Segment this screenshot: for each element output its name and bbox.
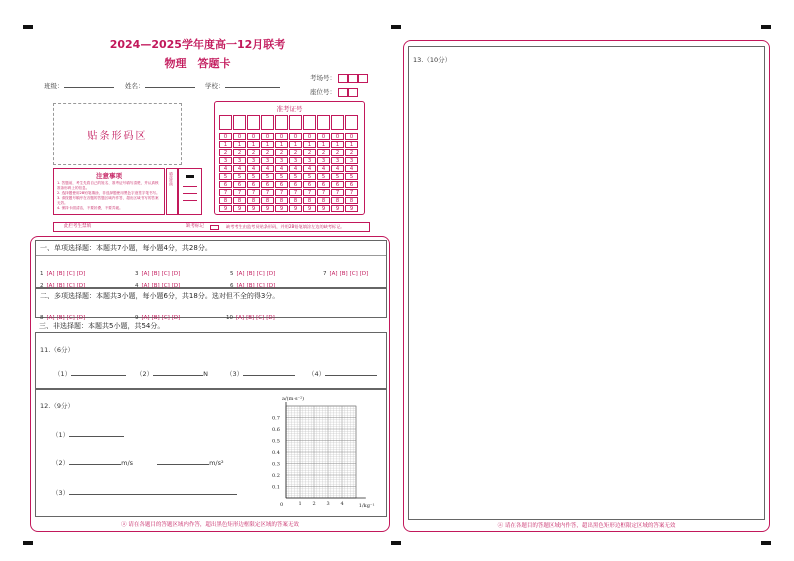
digit-bubble[interactable]: 4 — [275, 165, 288, 172]
q12-part1[interactable]: （1） — [52, 430, 124, 439]
digit-bubble[interactable]: 1 — [317, 141, 330, 148]
choice-bubble-d[interactable]: [D] — [171, 271, 181, 277]
name-field[interactable] — [125, 81, 195, 90]
choice-bubble-c[interactable]: [C] — [161, 283, 170, 289]
question-number: 7 — [323, 271, 327, 277]
choice-bubble-c[interactable]: [C] — [161, 315, 170, 321]
digit-bubble[interactable]: 7 — [261, 189, 274, 196]
digit-bubble[interactable]: 4 — [317, 165, 330, 172]
choice-bubble-d[interactable]: [D] — [266, 315, 275, 321]
digit-bubble[interactable]: 6 — [219, 181, 232, 188]
q11-part1[interactable]: （1） — [54, 369, 126, 378]
y-tick-label: 0.7 — [272, 415, 280, 422]
q11-part3[interactable]: （3） — [226, 369, 295, 378]
digit-bubble[interactable]: 3 — [303, 157, 316, 164]
digit-bubble[interactable]: 2 — [345, 149, 358, 156]
question-number: 3 — [135, 271, 139, 277]
digit-bubble[interactable]: 9 — [303, 205, 316, 212]
seat-label: 座位号： — [310, 88, 336, 96]
x-axis-label: 1/kg⁻¹ — [358, 503, 375, 509]
absent-mark-label: 缺考标记 — [186, 224, 204, 229]
choice-bubble-d[interactable]: [D] — [76, 315, 86, 321]
notice-box — [53, 168, 165, 215]
notice-line: 2. 选择题使用2B铅笔填涂，非选择题使用黑色字迹签字笔书写。 — [57, 191, 160, 195]
digit-bubble[interactable]: 6 — [247, 181, 260, 188]
digit-bubble[interactable]: 2 — [303, 149, 316, 156]
y-axis-label: a/(m·s⁻²) — [282, 396, 305, 402]
digit-bubble[interactable]: 9 — [275, 205, 288, 212]
digit-bubble[interactable]: 1 — [345, 141, 358, 148]
notice-line: 1. 答题前，考生先将自己的姓名、准考证号填写清楚，并认真核准条形码上的信息。 — [57, 181, 159, 190]
footer-note-left: ⓐ 请在各题目的答题区域内作答，超出黑色矩形边框限定区域的答案无效 — [121, 522, 299, 528]
school-field[interactable] — [205, 81, 280, 90]
alignment-mark — [391, 25, 401, 29]
digit-bubble[interactable]: 5 — [317, 173, 330, 180]
digit-bubble[interactable]: 6 — [233, 181, 246, 188]
question-number: 10 — [226, 315, 233, 321]
digit-bubble[interactable]: 4 — [233, 165, 246, 172]
choice-bubble-b[interactable]: [B] — [56, 283, 65, 289]
digit-bubble[interactable]: 0 — [219, 133, 232, 140]
answer-frame-right — [403, 40, 770, 532]
digit-bubble[interactable]: 9 — [331, 205, 344, 212]
choice-bubble-c[interactable]: [C] — [256, 271, 265, 277]
digit-bubble[interactable]: 0 — [317, 133, 330, 140]
q11-part2[interactable]: （2） N — [136, 370, 209, 378]
digit-bubble[interactable]: 1 — [261, 141, 274, 148]
digit-bubble[interactable]: 0 — [247, 133, 260, 140]
fill-example-label: 填涂样例 — [169, 172, 174, 186]
digit-bubble[interactable]: 3 — [261, 157, 274, 164]
absent-label: 此栏考生禁填 — [64, 224, 91, 229]
digit-bubble[interactable]: 8 — [233, 197, 246, 204]
y-tick-label: 0.4 — [272, 450, 280, 456]
q12-graph-paper[interactable] — [264, 394, 382, 514]
digit-bubble[interactable]: 8 — [331, 197, 344, 204]
q12-part3[interactable]: （3） — [52, 488, 237, 497]
digit-bubble[interactable]: 5 — [247, 173, 260, 180]
y-tick-label: 0.3 — [272, 461, 280, 468]
notice-line: 3. 请按题号顺序在各题的答题区域内作答，超出区域书写的答案无效。 — [57, 196, 159, 205]
choice-bubble-c[interactable]: [C] — [66, 315, 75, 321]
digit-bubble[interactable]: 9 — [345, 205, 358, 212]
choice-bubble-c[interactable]: [C] — [66, 271, 75, 277]
digit-bubble[interactable]: 8 — [275, 197, 288, 204]
question-number: 2 — [40, 283, 44, 289]
digit-bubble[interactable]: 2 — [261, 149, 274, 156]
class-label: 班级： — [44, 82, 64, 90]
section2-box — [35, 288, 387, 321]
y-tick-label: 0.2 — [272, 473, 280, 479]
digit-bubble[interactable]: 7 — [247, 189, 260, 196]
q12-box — [35, 389, 387, 517]
digit-bubble[interactable]: 0 — [303, 133, 316, 140]
digit-bubble[interactable]: 9 — [247, 205, 260, 212]
digit-bubble[interactable]: 2 — [219, 149, 232, 156]
y-tick-label: 0.5 — [272, 438, 280, 445]
digit-bubble[interactable]: 4 — [345, 165, 358, 172]
digit-bubble[interactable]: 4 — [261, 165, 274, 172]
q13-label: 13.（10分） — [413, 56, 452, 64]
digit-bubble[interactable]: 5 — [233, 173, 246, 180]
class-field[interactable] — [44, 81, 114, 90]
admission-label: 准考证号 — [276, 105, 303, 113]
digit-bubble[interactable]: 4 — [303, 165, 316, 172]
digit-bubble[interactable]: 1 — [233, 141, 246, 148]
digit-bubble[interactable]: 3 — [345, 157, 358, 164]
digit-bubble[interactable]: 4 — [289, 165, 302, 172]
choice-bubble-b[interactable]: [B] — [56, 315, 65, 321]
digit-bubble[interactable]: 8 — [289, 197, 302, 204]
digit-bubble[interactable]: 6 — [317, 181, 330, 188]
digit-bubble[interactable]: 3 — [331, 157, 344, 164]
digit-bubble[interactable]: 4 — [219, 165, 232, 172]
digit-bubble[interactable]: 3 — [219, 157, 232, 164]
admission-number-box — [214, 101, 365, 215]
q13-box[interactable] — [408, 46, 765, 520]
q11-box — [35, 332, 387, 389]
digit-bubble[interactable]: 4 — [247, 165, 260, 172]
choice-bubble-a[interactable]: [A] — [46, 315, 55, 321]
question-number: 1 — [40, 271, 44, 277]
question-number: 5 — [230, 271, 234, 277]
choice-bubble-a[interactable]: [A] — [236, 315, 245, 321]
x-tick-label: 1 — [298, 501, 302, 507]
absent-note: 缺考考生由监考员贴条形码，并用2B铅笔填涂左边的缺考标记。 — [226, 224, 345, 229]
fill-example-box — [178, 168, 202, 215]
digit-bubble[interactable]: 5 — [331, 173, 344, 180]
question-choice-row — [226, 304, 277, 323]
choice-bubble-c[interactable]: [C] — [161, 271, 170, 277]
origin-label: 0 — [280, 502, 284, 508]
digit-bubble[interactable]: 5 — [275, 173, 288, 180]
choice-bubble-d[interactable]: [D] — [171, 315, 181, 321]
digit-bubble[interactable]: 7 — [331, 189, 344, 196]
digit-bubble[interactable]: 2 — [247, 149, 260, 156]
notice-line: 4. 保持卡面清洁，不要折叠，不要弄破。 — [57, 206, 123, 210]
school-label: 学校： — [205, 82, 225, 90]
absent-mark-box[interactable] — [210, 225, 219, 230]
digit-bubble[interactable]: 1 — [289, 141, 302, 148]
question-choice-row — [323, 260, 370, 279]
choice-bubble-b[interactable]: [B] — [339, 271, 348, 277]
digit-bubble[interactable]: 0 — [233, 133, 246, 140]
digit-bubble[interactable]: 7 — [345, 189, 358, 196]
x-tick-label: 3 — [326, 501, 330, 507]
alignment-mark — [761, 25, 771, 29]
digit-bubble[interactable]: 3 — [317, 157, 330, 164]
digit-bubble[interactable]: 4 — [331, 165, 344, 172]
digit-bubble[interactable]: 2 — [289, 149, 302, 156]
choice-bubble-b[interactable]: [B] — [151, 271, 160, 277]
digit-bubble[interactable]: 5 — [289, 173, 302, 180]
section2-heading: 二、多项选择题：本题共3小题，每小题6分，共18分。选对但不全的得3分。 — [40, 292, 280, 300]
digit-bubble[interactable]: 3 — [289, 157, 302, 164]
choice-bubble-c[interactable]: [C] — [349, 271, 358, 277]
digit-bubble[interactable]: 2 — [233, 149, 246, 156]
digit-bubble[interactable]: 9 — [219, 205, 232, 212]
q11-label: 11.（6分） — [40, 346, 74, 354]
digit-bubble[interactable]: 0 — [345, 133, 358, 140]
name-label: 姓名： — [125, 82, 145, 90]
choice-bubble-a[interactable]: [A] — [46, 271, 55, 277]
choice-bubble-b[interactable]: [B] — [151, 315, 160, 321]
digit-bubble[interactable]: 2 — [275, 149, 288, 156]
choice-bubble-b[interactable]: [B] — [151, 283, 160, 289]
seat-field[interactable] — [310, 87, 358, 97]
q12-part2[interactable]: （2） m/s m/s² — [52, 459, 224, 467]
digit-bubble[interactable]: 5 — [261, 173, 274, 180]
choice-bubble-b[interactable]: [B] — [246, 315, 255, 321]
alignment-mark — [23, 541, 33, 545]
digit-bubble[interactable]: 6 — [303, 181, 316, 188]
digit-bubble[interactable]: 2 — [317, 149, 330, 156]
choice-bubble-b[interactable]: [B] — [246, 283, 255, 289]
digit-bubble[interactable]: 7 — [219, 189, 232, 196]
digit-bubble[interactable]: 6 — [331, 181, 344, 188]
digit-bubble[interactable]: 9 — [233, 205, 246, 212]
x-tick-label: 4 — [340, 501, 344, 507]
digit-bubble[interactable]: 7 — [233, 189, 246, 196]
digit-bubble[interactable]: 6 — [345, 181, 358, 188]
admission-write-boxes[interactable] — [219, 115, 360, 130]
digit-bubble[interactable]: 5 — [219, 173, 232, 180]
question-number: 4 — [135, 283, 139, 289]
digit-bubble[interactable]: 8 — [219, 197, 232, 204]
exam-room-field[interactable] — [310, 73, 368, 83]
digit-bubble[interactable]: 7 — [303, 189, 316, 196]
choice-bubble-b[interactable]: [B] — [246, 271, 255, 277]
absent-row — [53, 222, 370, 232]
choice-bubble-a[interactable]: [A] — [46, 283, 55, 289]
choice-bubble-a[interactable]: [A] — [236, 271, 245, 277]
choice-bubble-d[interactable]: [D] — [76, 283, 86, 289]
section1-heading: 一、单项选择题：本题共7小题，每小题4分，共28分。 — [40, 244, 212, 252]
choice-bubble-d[interactable]: [D] — [171, 283, 181, 289]
digit-bubble[interactable]: 3 — [247, 157, 260, 164]
digit-bubble[interactable]: 0 — [261, 133, 274, 140]
question-number: 8 — [40, 315, 44, 321]
digit-bubble[interactable]: 3 — [275, 157, 288, 164]
digit-bubble[interactable]: 3 — [233, 157, 246, 164]
exam-room-label: 考场号： — [310, 74, 336, 82]
digit-bubble[interactable]: 8 — [261, 197, 274, 204]
fill-example-column — [166, 168, 178, 215]
section1-box — [35, 240, 387, 288]
exam-title: 2024—2025学年度高一12月联考 — [109, 38, 286, 51]
alignment-mark — [761, 541, 771, 545]
y-tick-label: 0.1 — [272, 484, 280, 491]
digit-bubble[interactable]: 0 — [331, 133, 344, 140]
digit-bubble[interactable]: 7 — [317, 189, 330, 196]
footer-note-right: ⓐ 请在各题目的答题区域内作答，超出黑色矩形边框限定区域的答案无效 — [497, 523, 676, 529]
choice-bubble-a[interactable]: [A] — [141, 283, 150, 289]
barcode-label: 贴条形码区 — [87, 130, 148, 142]
filled-mark-example — [186, 175, 194, 178]
digit-bubble[interactable]: 9 — [261, 205, 274, 212]
choice-bubble-d[interactable]: [D] — [266, 271, 276, 277]
notice-title: 注意事项 — [96, 172, 122, 180]
section3-heading: 三、非选择题：本题共5小题，共54分。 — [39, 322, 165, 330]
choice-bubble-c[interactable]: [C] — [66, 283, 75, 289]
question-number: 6 — [230, 283, 234, 289]
digit-bubble[interactable]: 6 — [261, 181, 274, 188]
choice-bubble-a[interactable]: [A] — [236, 283, 245, 289]
digit-bubble[interactable]: 1 — [303, 141, 316, 148]
answer-frame-left — [30, 236, 390, 532]
alignment-mark — [391, 541, 401, 545]
digit-bubble[interactable]: 5 — [345, 173, 358, 180]
digit-bubble[interactable]: 6 — [289, 181, 302, 188]
choice-bubble-a[interactable]: [A] — [329, 271, 338, 277]
digit-bubble[interactable]: 8 — [345, 197, 358, 204]
digit-bubble[interactable]: 1 — [331, 141, 344, 148]
digit-bubble[interactable]: 0 — [289, 133, 302, 140]
admission-bubble-grid[interactable] — [219, 133, 360, 212]
digit-bubble[interactable]: 8 — [303, 197, 316, 204]
x-tick-label: 2 — [312, 501, 316, 507]
choice-bubble-a[interactable]: [A] — [141, 271, 150, 277]
digit-bubble[interactable]: 1 — [247, 141, 260, 148]
barcode-sticker-area — [53, 103, 182, 165]
choice-bubble-d[interactable]: [D] — [266, 283, 276, 289]
choice-bubble-d[interactable]: [D] — [76, 271, 86, 277]
q11-part4[interactable]: （4） — [308, 369, 377, 378]
choice-bubble-c[interactable]: [C] — [256, 315, 265, 321]
digit-bubble[interactable]: 8 — [247, 197, 260, 204]
digit-bubble[interactable]: 7 — [289, 189, 302, 196]
sheet-subtitle: 物理 答题卡 — [164, 57, 231, 70]
digit-bubble[interactable]: 1 — [275, 141, 288, 148]
digit-bubble[interactable]: 9 — [317, 205, 330, 212]
choice-bubble-c[interactable]: [C] — [256, 283, 265, 289]
digit-bubble[interactable]: 2 — [331, 149, 344, 156]
digit-bubble[interactable]: 6 — [275, 181, 288, 188]
alignment-mark — [23, 25, 33, 29]
digit-bubble[interactable]: 1 — [219, 141, 232, 148]
y-tick-label: 0.6 — [272, 427, 280, 433]
digit-bubble[interactable]: 9 — [289, 205, 302, 212]
digit-bubble[interactable]: 8 — [317, 197, 330, 204]
digit-bubble[interactable]: 0 — [275, 133, 288, 140]
question-number: 9 — [135, 315, 139, 321]
choice-bubble-d[interactable]: [D] — [359, 271, 369, 277]
q12-label: 12.（9分） — [40, 402, 74, 410]
choice-bubble-a[interactable]: [A] — [141, 315, 150, 321]
digit-bubble[interactable]: 5 — [303, 173, 316, 180]
digit-bubble[interactable]: 7 — [275, 189, 288, 196]
choice-bubble-b[interactable]: [B] — [56, 271, 65, 277]
